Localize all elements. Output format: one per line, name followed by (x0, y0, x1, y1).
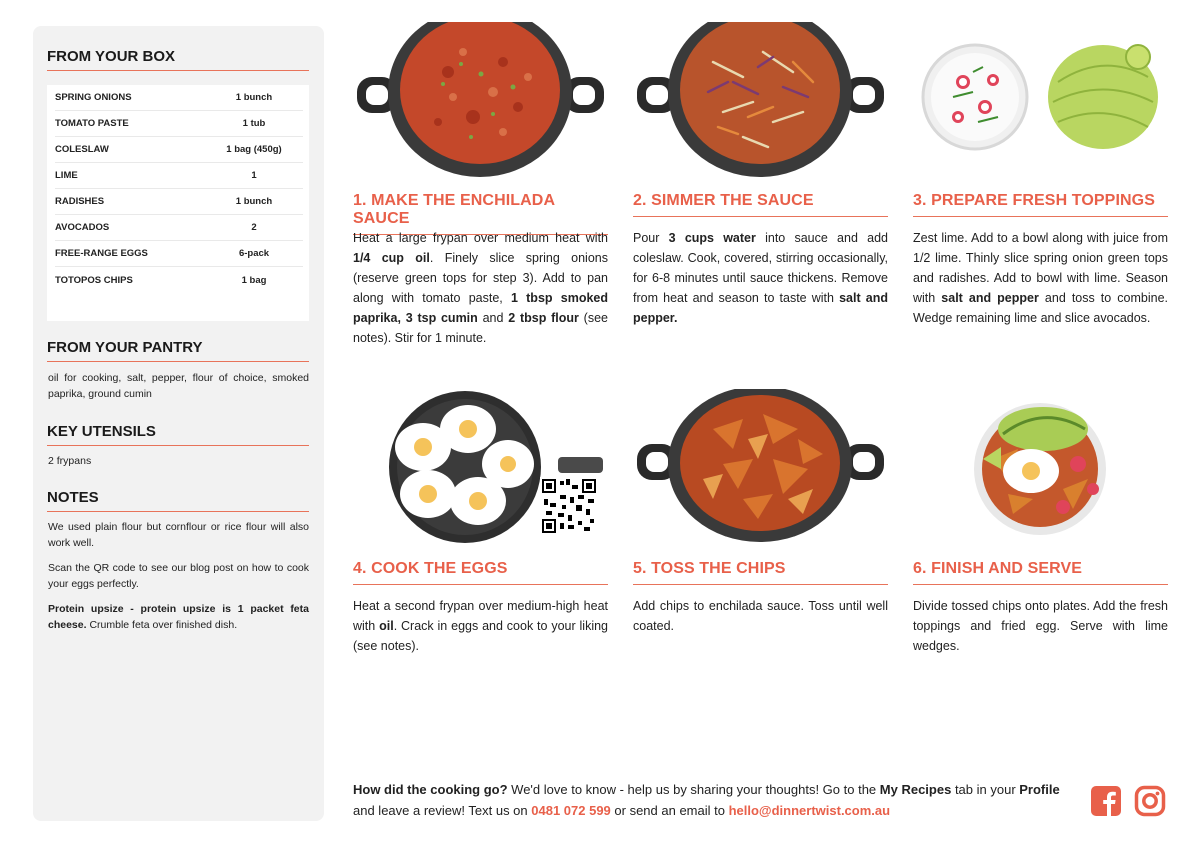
footer-text: and leave a review! Text us on (353, 803, 532, 818)
instruction-text: Heat a large frypan over medium heat with (353, 231, 608, 245)
step-4-text (353, 596, 608, 656)
ingredient-qty: 1 bag (450g) (226, 144, 282, 155)
feedback-footer (353, 779, 1073, 821)
step-6-bowl-image (913, 389, 1168, 544)
table-row (55, 137, 303, 163)
instruction-text: Divide tossed chips onto plates. Add the fresh toppings and fried egg. Serve with lime wedges. (913, 599, 1168, 653)
table-row (55, 241, 303, 267)
step-3-title: 3. PREPARE FRESH TOPPINGS (913, 192, 1168, 217)
step-6-title: 6. FINISH AND SERVE (913, 560, 1168, 585)
instruction-text: (see notes). Stir for 1 minute. (353, 311, 608, 345)
table-row (55, 163, 303, 189)
ingredient-name: RADISHES (55, 196, 105, 207)
instruction-text: . Finely slice spring onions (reserve green tops for step 3). Add to pan along with tomato paste, (353, 251, 608, 305)
from-your-box-heading: FROM YOUR BOX (47, 48, 309, 71)
instruction-text: and (477, 311, 509, 325)
step-4-title: 4. COOK THE EGGS (353, 560, 608, 585)
ingredient-qty: 1 bunch (235, 196, 273, 207)
step-5-text (633, 596, 888, 636)
instruction-text: . Crack in eggs and cook to your liking (see notes). (353, 619, 609, 653)
bold-ingredient-text: oil (379, 619, 394, 633)
facebook-icon[interactable] (1090, 785, 1122, 817)
note-text: Scan the QR code to see our blog post on how to cook your eggs perfectly. (48, 562, 309, 590)
step-1-title: 1. MAKE THE ENCHILADA SAUCE (353, 192, 608, 235)
instruction-text: Zest lime. Add to a bowl along with juice from 1/2 lime. Thinly slice spring onion green tops and radishes. Add to bowl with lime. Season with (913, 231, 1168, 305)
step-2-pan-image (633, 22, 888, 177)
step-5-title: 5. TOSS THE CHIPS (633, 560, 888, 585)
ingredient-name: COLESLAW (55, 144, 109, 155)
bold-ingredient-text: salt and pepper. (633, 291, 888, 325)
pantry-text: oil for cooking, salt, pepper, flour of choice, smoked paprika, ground cumin (48, 372, 309, 400)
ingredient-name: TOTOPOS CHIPS (55, 274, 133, 286)
ingredient-qty: 2 (251, 222, 257, 233)
instruction-text: Pour (633, 231, 669, 245)
key-utensils-heading: KEY UTENSILS (47, 423, 309, 446)
ingredient-qty: 1 (251, 170, 257, 181)
instruction-text: Heat a second frypan over medium-high heat with (353, 599, 608, 633)
step-3-text (913, 228, 1168, 328)
upsize-bold: Protein upsize - protein upsize is 1 packet feta cheese. (48, 603, 309, 631)
utensils-text: 2 frypans (48, 455, 92, 467)
protein-upsize-note (48, 601, 309, 633)
bold-ingredient-text: 1 tbsp smoked paprika, 3 tsp cumin (353, 291, 608, 325)
table-row (55, 189, 303, 215)
footer-text: We'd love to know - help us by sharing your thoughts! Go to the (507, 782, 880, 797)
ingredient-name: AVOCADOS (55, 222, 110, 233)
table-row (55, 85, 303, 111)
step-2-title: 2. SIMMER THE SAUCE (633, 192, 888, 217)
instagram-icon[interactable] (1134, 785, 1166, 817)
step-3-toppings-image (913, 22, 1168, 177)
ingredient-name: TOMATO PASTE (55, 118, 129, 129)
ingredient-name: LIME (55, 170, 78, 181)
ingredient-name: FREE-RANGE EGGS (55, 248, 148, 259)
bold-ingredient-text: 3 cups water (668, 231, 756, 245)
step-1-pan-image (353, 22, 608, 177)
ingredient-qty: 1 bunch (235, 92, 273, 103)
footer-text: tab in your (951, 782, 1020, 797)
notes-heading: NOTES (47, 489, 309, 512)
footer-text: or send an email to (610, 803, 729, 818)
step-1-text (353, 228, 608, 348)
step-5-chips-image (633, 389, 888, 544)
bold-ingredient-text: 1/4 cup oil (353, 251, 430, 265)
box-ingredients-table (47, 85, 309, 321)
from-your-pantry-heading: FROM YOUR PANTRY (47, 339, 309, 362)
bold-ingredient-text: 2 tbsp flour (508, 311, 579, 325)
sidebar (33, 26, 324, 821)
my-recipes-label: My Recipes (879, 782, 952, 797)
email-link[interactable]: hello@dinnertwist.com.au (728, 803, 891, 818)
instruction-text: and toss to combine. Wedge remaining lime and slice avocados. (913, 291, 1169, 325)
instruction-text: Add chips to enchilada sauce. Toss until well coated. (633, 599, 888, 633)
ingredient-qty: 1 tub (242, 118, 266, 129)
ingredient-qty: 1 bag (241, 274, 267, 286)
bold-ingredient-text: salt and pepper (941, 291, 1039, 305)
table-row (55, 215, 303, 241)
ingredient-qty: 6-pack (238, 248, 270, 259)
ingredient-name: SPRING ONIONS (55, 92, 132, 103)
footer-question: How did the cooking go? (353, 782, 508, 797)
instruction-text: into sauce and add coleslaw. Cook, covered, stirring occasionally, for 6-8 minutes until sauce thickens. Remove from heat and season to taste with (633, 231, 888, 305)
table-row (55, 267, 303, 293)
step-2-text (633, 228, 888, 328)
step-6-text (913, 596, 1168, 656)
note-text: We used plain flour but cornflour or rice flour will also work well. (48, 521, 309, 549)
table-row (55, 111, 303, 137)
phone-link[interactable]: 0481 072 599 (531, 803, 611, 818)
profile-label: Profile (1019, 782, 1060, 797)
upsize-text: Crumble feta over finished dish. (86, 619, 238, 631)
qr-code[interactable] (540, 477, 598, 535)
